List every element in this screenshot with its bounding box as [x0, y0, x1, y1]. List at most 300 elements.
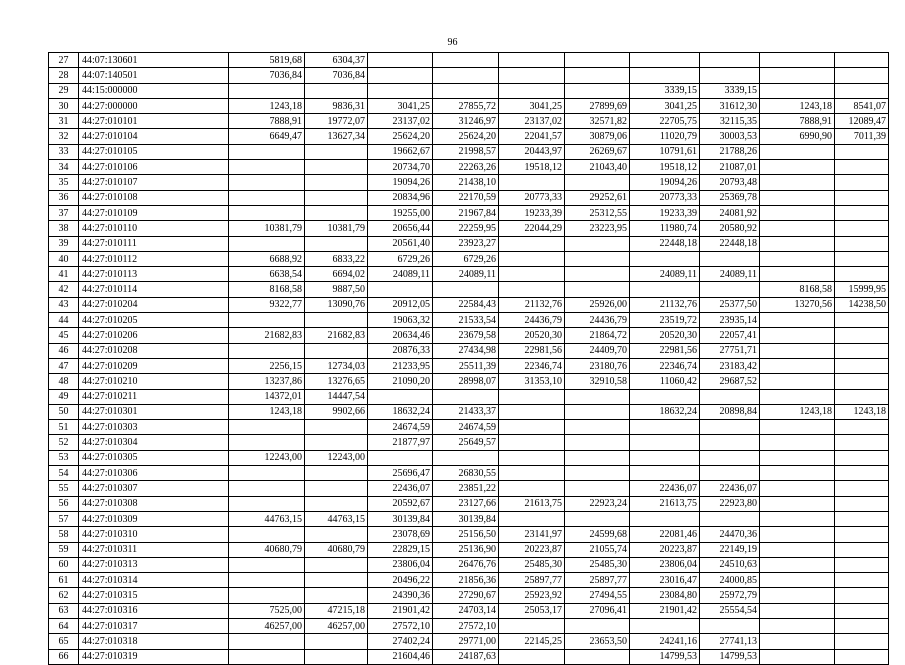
cell-row-number: 53 — [49, 450, 79, 465]
cell-value-2 — [305, 236, 368, 251]
cell-value-3: 21877,97 — [368, 435, 433, 450]
cell-value-5: 23141,97 — [499, 527, 565, 542]
cell-value-1 — [229, 466, 305, 481]
cell-code: 44:27:010311 — [79, 542, 229, 557]
cell-value-8 — [700, 389, 760, 404]
cell-value-7: 20223,87 — [630, 542, 700, 557]
cell-value-2: 6833,22 — [305, 251, 368, 266]
cell-code: 44:27:010205 — [79, 313, 229, 328]
cell-value-5 — [499, 404, 565, 419]
cell-value-1: 12243,00 — [229, 450, 305, 465]
cell-value-7: 22081,46 — [630, 527, 700, 542]
cell-value-8: 22057,41 — [700, 328, 760, 343]
cell-value-9 — [760, 343, 835, 358]
cell-code: 44:27:010113 — [79, 267, 229, 282]
cell-code: 44:27:010107 — [79, 175, 229, 190]
cell-code: 44:27:010303 — [79, 420, 229, 435]
cell-row-number: 44 — [49, 313, 79, 328]
cell-value-4: 21438,10 — [433, 175, 499, 190]
cell-value-5: 22041,57 — [499, 129, 565, 144]
cell-value-10: 1243,18 — [835, 404, 889, 419]
cell-value-4: 26476,76 — [433, 557, 499, 572]
cell-value-5: 19233,39 — [499, 205, 565, 220]
cell-value-5: 31353,10 — [499, 374, 565, 389]
cell-value-8: 27741,13 — [700, 634, 760, 649]
cell-value-9 — [760, 618, 835, 633]
cell-value-5: 22981,56 — [499, 343, 565, 358]
cell-value-2 — [305, 481, 368, 496]
cell-value-10 — [835, 634, 889, 649]
cell-code: 44:27:010108 — [79, 190, 229, 205]
cell-value-4: 24703,14 — [433, 603, 499, 618]
table-row — [49, 511, 889, 526]
cell-value-5 — [499, 251, 565, 266]
cell-value-3: 23078,69 — [368, 527, 433, 542]
cell-code: 44:27:010319 — [79, 649, 229, 664]
cell-row-number: 45 — [49, 328, 79, 343]
cell-value-10 — [835, 221, 889, 236]
cell-value-5: 21132,76 — [499, 297, 565, 312]
cell-value-7: 23016,47 — [630, 573, 700, 588]
cell-value-9 — [760, 236, 835, 251]
cell-value-4: 28998,07 — [433, 374, 499, 389]
table-row — [49, 129, 889, 144]
cell-value-1 — [229, 175, 305, 190]
cell-value-2: 47215,18 — [305, 603, 368, 618]
cell-value-6: 27494,55 — [565, 588, 630, 603]
cell-value-10 — [835, 160, 889, 175]
cell-row-number: 62 — [49, 588, 79, 603]
cell-value-7: 11060,42 — [630, 374, 700, 389]
cell-value-9: 1243,18 — [760, 98, 835, 113]
cell-value-5 — [499, 511, 565, 526]
cell-value-8: 24000,85 — [700, 573, 760, 588]
cell-value-4: 27290,67 — [433, 588, 499, 603]
cell-value-7: 14799,53 — [630, 649, 700, 664]
cell-value-1: 1243,18 — [229, 98, 305, 113]
cell-value-9: 13270,56 — [760, 297, 835, 312]
cell-value-1: 6638,54 — [229, 267, 305, 282]
cell-value-2: 9887,50 — [305, 282, 368, 297]
cell-row-number: 58 — [49, 527, 79, 542]
cell-row-number: 56 — [49, 496, 79, 511]
cell-value-10: 12089,47 — [835, 114, 889, 129]
cell-value-2 — [305, 420, 368, 435]
cell-value-4: 6729,26 — [433, 251, 499, 266]
cell-value-9 — [760, 160, 835, 175]
cell-value-2: 9902,66 — [305, 404, 368, 419]
table-row — [49, 557, 889, 572]
cell-value-6: 32571,82 — [565, 114, 630, 129]
cell-value-4: 22584,43 — [433, 297, 499, 312]
cell-value-1 — [229, 190, 305, 205]
cell-value-4: 22259,95 — [433, 221, 499, 236]
cell-value-10 — [835, 573, 889, 588]
cell-value-7: 22346,74 — [630, 358, 700, 373]
table-body — [49, 53, 889, 665]
cell-code: 44:27:010210 — [79, 374, 229, 389]
cell-value-10 — [835, 557, 889, 572]
cell-value-8: 25554,54 — [700, 603, 760, 618]
cell-value-5: 25897,77 — [499, 573, 565, 588]
cell-value-8 — [700, 68, 760, 83]
table-row — [49, 160, 889, 175]
cell-value-7 — [630, 282, 700, 297]
cell-value-3: 21090,20 — [368, 374, 433, 389]
cell-value-3: 22436,07 — [368, 481, 433, 496]
cell-value-7 — [630, 251, 700, 266]
cell-row-number: 49 — [49, 389, 79, 404]
cell-value-10 — [835, 267, 889, 282]
cell-value-6 — [565, 649, 630, 664]
cell-value-6: 27899,69 — [565, 98, 630, 113]
cell-value-3: 19255,00 — [368, 205, 433, 220]
cell-value-6 — [565, 251, 630, 266]
cell-value-8: 22436,07 — [700, 481, 760, 496]
cell-code: 44:27:010304 — [79, 435, 229, 450]
cell-value-2 — [305, 527, 368, 542]
cell-value-7: 21132,76 — [630, 297, 700, 312]
cell-value-8: 32115,35 — [700, 114, 760, 129]
cell-value-10 — [835, 83, 889, 98]
cell-code: 44:15:000000 — [79, 83, 229, 98]
cell-value-9 — [760, 68, 835, 83]
cell-value-5: 24436,79 — [499, 313, 565, 328]
cell-value-4: 21967,84 — [433, 205, 499, 220]
cell-value-9: 8168,58 — [760, 282, 835, 297]
cell-value-1 — [229, 481, 305, 496]
cell-value-4: 26830,55 — [433, 466, 499, 481]
cell-value-3: 19063,32 — [368, 313, 433, 328]
cell-value-3: 20876,33 — [368, 343, 433, 358]
cell-value-7: 19233,39 — [630, 205, 700, 220]
cell-value-1: 21682,83 — [229, 328, 305, 343]
cell-value-2: 9836,31 — [305, 98, 368, 113]
page-number: 96 — [447, 37, 458, 48]
cell-value-4: 27434,98 — [433, 343, 499, 358]
cell-value-10 — [835, 343, 889, 358]
cell-value-2 — [305, 205, 368, 220]
cell-value-7: 21901,42 — [630, 603, 700, 618]
cell-value-4 — [433, 450, 499, 465]
cell-value-3: 19094,26 — [368, 175, 433, 190]
cell-row-number: 59 — [49, 542, 79, 557]
cell-value-8: 22149,19 — [700, 542, 760, 557]
cell-value-4: 21433,37 — [433, 404, 499, 419]
cell-value-6: 32910,58 — [565, 374, 630, 389]
cell-value-3: 21233,95 — [368, 358, 433, 373]
cell-value-4: 23127,66 — [433, 496, 499, 511]
cell-value-5: 20443,97 — [499, 144, 565, 159]
cell-value-1 — [229, 83, 305, 98]
cell-row-number: 32 — [49, 129, 79, 144]
cell-value-6 — [565, 435, 630, 450]
cell-value-1 — [229, 634, 305, 649]
cell-row-number: 39 — [49, 236, 79, 251]
table-row — [49, 450, 889, 465]
cell-value-2 — [305, 144, 368, 159]
cell-value-6 — [565, 53, 630, 68]
cell-row-number: 40 — [49, 251, 79, 266]
cell-row-number: 65 — [49, 634, 79, 649]
cell-row-number: 51 — [49, 420, 79, 435]
cell-value-6 — [565, 511, 630, 526]
cell-value-10 — [835, 190, 889, 205]
cell-value-2: 6694,02 — [305, 267, 368, 282]
cell-value-7 — [630, 389, 700, 404]
cell-value-1 — [229, 160, 305, 175]
cell-value-3: 23806,04 — [368, 557, 433, 572]
cell-value-7: 3339,15 — [630, 83, 700, 98]
cell-value-10 — [835, 374, 889, 389]
cell-value-6: 24599,68 — [565, 527, 630, 542]
cell-value-7 — [630, 53, 700, 68]
cell-value-9 — [760, 267, 835, 282]
cell-value-3: 22829,15 — [368, 542, 433, 557]
cell-value-6 — [565, 389, 630, 404]
cell-value-8: 20580,92 — [700, 221, 760, 236]
cell-value-3: 27572,10 — [368, 618, 433, 633]
cell-code: 44:27:010307 — [79, 481, 229, 496]
cell-value-3 — [368, 53, 433, 68]
cell-value-3: 24390,36 — [368, 588, 433, 603]
cell-value-9 — [760, 557, 835, 572]
cell-value-2: 10381,79 — [305, 221, 368, 236]
cell-value-1: 6649,47 — [229, 129, 305, 144]
cell-value-9: 7888,91 — [760, 114, 835, 129]
cell-value-3 — [368, 450, 433, 465]
cell-value-7: 20520,30 — [630, 328, 700, 343]
cell-value-6 — [565, 450, 630, 465]
cell-value-2: 12734,03 — [305, 358, 368, 373]
cell-value-8 — [700, 53, 760, 68]
cell-code: 44:27:010305 — [79, 450, 229, 465]
cell-value-8: 21788,26 — [700, 144, 760, 159]
cell-value-1 — [229, 236, 305, 251]
cell-value-9 — [760, 144, 835, 159]
cell-value-8: 20898,84 — [700, 404, 760, 419]
cell-row-number: 64 — [49, 618, 79, 633]
cell-value-8: 23183,42 — [700, 358, 760, 373]
cell-value-10 — [835, 53, 889, 68]
cell-value-5 — [499, 450, 565, 465]
cell-value-8: 31612,30 — [700, 98, 760, 113]
cell-row-number: 43 — [49, 297, 79, 312]
cell-value-1 — [229, 649, 305, 664]
cell-value-7: 23084,80 — [630, 588, 700, 603]
cell-value-9 — [760, 603, 835, 618]
cell-value-7: 19518,12 — [630, 160, 700, 175]
cell-value-7: 18632,24 — [630, 404, 700, 419]
cell-value-8: 27751,71 — [700, 343, 760, 358]
cell-value-3: 21604,46 — [368, 649, 433, 664]
cell-value-3: 24674,59 — [368, 420, 433, 435]
cell-value-4: 22263,26 — [433, 160, 499, 175]
cell-row-number: 54 — [49, 466, 79, 481]
cell-value-1 — [229, 343, 305, 358]
cell-code: 44:27:010316 — [79, 603, 229, 618]
cell-value-1: 7525,00 — [229, 603, 305, 618]
cell-value-9: 1243,18 — [760, 404, 835, 419]
cell-value-8: 25972,79 — [700, 588, 760, 603]
table-row — [49, 649, 889, 664]
cell-value-9 — [760, 251, 835, 266]
cell-value-1 — [229, 496, 305, 511]
cell-value-8: 23935,14 — [700, 313, 760, 328]
cell-value-6: 23223,95 — [565, 221, 630, 236]
cell-value-9 — [760, 649, 835, 664]
cell-code: 44:27:010318 — [79, 634, 229, 649]
cell-row-number: 50 — [49, 404, 79, 419]
cell-row-number: 33 — [49, 144, 79, 159]
cell-value-7 — [630, 435, 700, 450]
cell-value-8: 20793,48 — [700, 175, 760, 190]
cell-value-3: 24089,11 — [368, 267, 433, 282]
cell-value-7 — [630, 618, 700, 633]
cell-value-1 — [229, 588, 305, 603]
cell-value-2: 13276,65 — [305, 374, 368, 389]
cell-value-9 — [760, 221, 835, 236]
cell-value-10 — [835, 435, 889, 450]
cell-value-5: 22145,25 — [499, 634, 565, 649]
cell-value-5 — [499, 389, 565, 404]
cell-value-6 — [565, 267, 630, 282]
cell-value-8 — [700, 511, 760, 526]
cell-value-10: 7011,39 — [835, 129, 889, 144]
cell-value-3: 21901,42 — [368, 603, 433, 618]
cell-value-5: 21613,75 — [499, 496, 565, 511]
cell-value-5 — [499, 236, 565, 251]
cell-value-8: 22923,80 — [700, 496, 760, 511]
table-row — [49, 374, 889, 389]
cell-value-1 — [229, 527, 305, 542]
cell-value-8 — [700, 251, 760, 266]
cell-value-8 — [700, 282, 760, 297]
cell-row-number: 63 — [49, 603, 79, 618]
cell-value-6: 24409,70 — [565, 343, 630, 358]
cell-value-5 — [499, 649, 565, 664]
cell-value-2: 14447,54 — [305, 389, 368, 404]
cell-value-2 — [305, 573, 368, 588]
table-row — [49, 358, 889, 373]
cell-value-2: 40680,79 — [305, 542, 368, 557]
table-row — [49, 83, 889, 98]
cell-value-10 — [835, 420, 889, 435]
cell-value-2 — [305, 649, 368, 664]
cell-value-4: 21856,36 — [433, 573, 499, 588]
cell-row-number: 61 — [49, 573, 79, 588]
cell-value-4 — [433, 53, 499, 68]
cell-value-7: 23519,72 — [630, 313, 700, 328]
cell-value-9 — [760, 496, 835, 511]
cell-value-4: 31246,97 — [433, 114, 499, 129]
cell-value-5: 25923,92 — [499, 588, 565, 603]
cell-value-6: 30879,06 — [565, 129, 630, 144]
cell-value-9 — [760, 588, 835, 603]
cell-row-number: 31 — [49, 114, 79, 129]
cell-value-9 — [760, 435, 835, 450]
table-row — [49, 251, 889, 266]
cell-value-4 — [433, 282, 499, 297]
cell-value-9 — [760, 374, 835, 389]
cell-value-2 — [305, 190, 368, 205]
cell-row-number: 57 — [49, 511, 79, 526]
cell-value-10 — [835, 542, 889, 557]
cell-row-number: 37 — [49, 205, 79, 220]
cell-value-9 — [760, 190, 835, 205]
cell-value-5: 22044,29 — [499, 221, 565, 236]
cell-value-5 — [499, 466, 565, 481]
cell-value-9 — [760, 205, 835, 220]
cell-value-3: 20834,96 — [368, 190, 433, 205]
cell-value-10 — [835, 205, 889, 220]
cell-code: 44:27:010109 — [79, 205, 229, 220]
table-row — [49, 634, 889, 649]
cell-row-number: 35 — [49, 175, 79, 190]
cell-value-6 — [565, 282, 630, 297]
cell-value-10 — [835, 450, 889, 465]
cell-value-2 — [305, 634, 368, 649]
cell-value-10 — [835, 236, 889, 251]
cell-row-number: 36 — [49, 190, 79, 205]
table-row — [49, 343, 889, 358]
cell-value-8: 30003,53 — [700, 129, 760, 144]
cell-value-3: 20496,22 — [368, 573, 433, 588]
cell-code: 44:27:010105 — [79, 144, 229, 159]
cell-value-1 — [229, 557, 305, 572]
cell-value-3: 20734,70 — [368, 160, 433, 175]
table-row — [49, 496, 889, 511]
cell-value-10 — [835, 328, 889, 343]
cell-value-5: 20520,30 — [499, 328, 565, 343]
cell-value-5 — [499, 420, 565, 435]
cell-value-10 — [835, 175, 889, 190]
table-row — [49, 603, 889, 618]
cell-value-3 — [368, 83, 433, 98]
cell-value-7: 22981,56 — [630, 343, 700, 358]
cell-value-5 — [499, 282, 565, 297]
cell-value-4: 27572,10 — [433, 618, 499, 633]
cell-value-4: 23679,58 — [433, 328, 499, 343]
cell-value-6 — [565, 83, 630, 98]
cell-value-6: 26269,67 — [565, 144, 630, 159]
cell-value-7: 23806,04 — [630, 557, 700, 572]
cell-value-5: 22346,74 — [499, 358, 565, 373]
cell-value-6: 27096,41 — [565, 603, 630, 618]
cell-value-2 — [305, 175, 368, 190]
cell-value-8: 24089,11 — [700, 267, 760, 282]
cell-value-9: 6990,90 — [760, 129, 835, 144]
cell-value-9 — [760, 358, 835, 373]
cell-value-2 — [305, 557, 368, 572]
cell-value-4: 21533,54 — [433, 313, 499, 328]
cell-value-4: 25511,39 — [433, 358, 499, 373]
cell-value-4: 23851,22 — [433, 481, 499, 496]
cell-value-7 — [630, 450, 700, 465]
cell-value-9 — [760, 481, 835, 496]
cell-row-number: 42 — [49, 282, 79, 297]
cell-value-6 — [565, 68, 630, 83]
table-row — [49, 527, 889, 542]
cell-value-3 — [368, 282, 433, 297]
cell-value-5: 20773,33 — [499, 190, 565, 205]
cell-row-number: 27 — [49, 53, 79, 68]
cell-value-10 — [835, 603, 889, 618]
cell-value-4: 30139,84 — [433, 511, 499, 526]
table-row — [49, 190, 889, 205]
table-row — [49, 236, 889, 251]
cell-value-3: 19662,67 — [368, 144, 433, 159]
